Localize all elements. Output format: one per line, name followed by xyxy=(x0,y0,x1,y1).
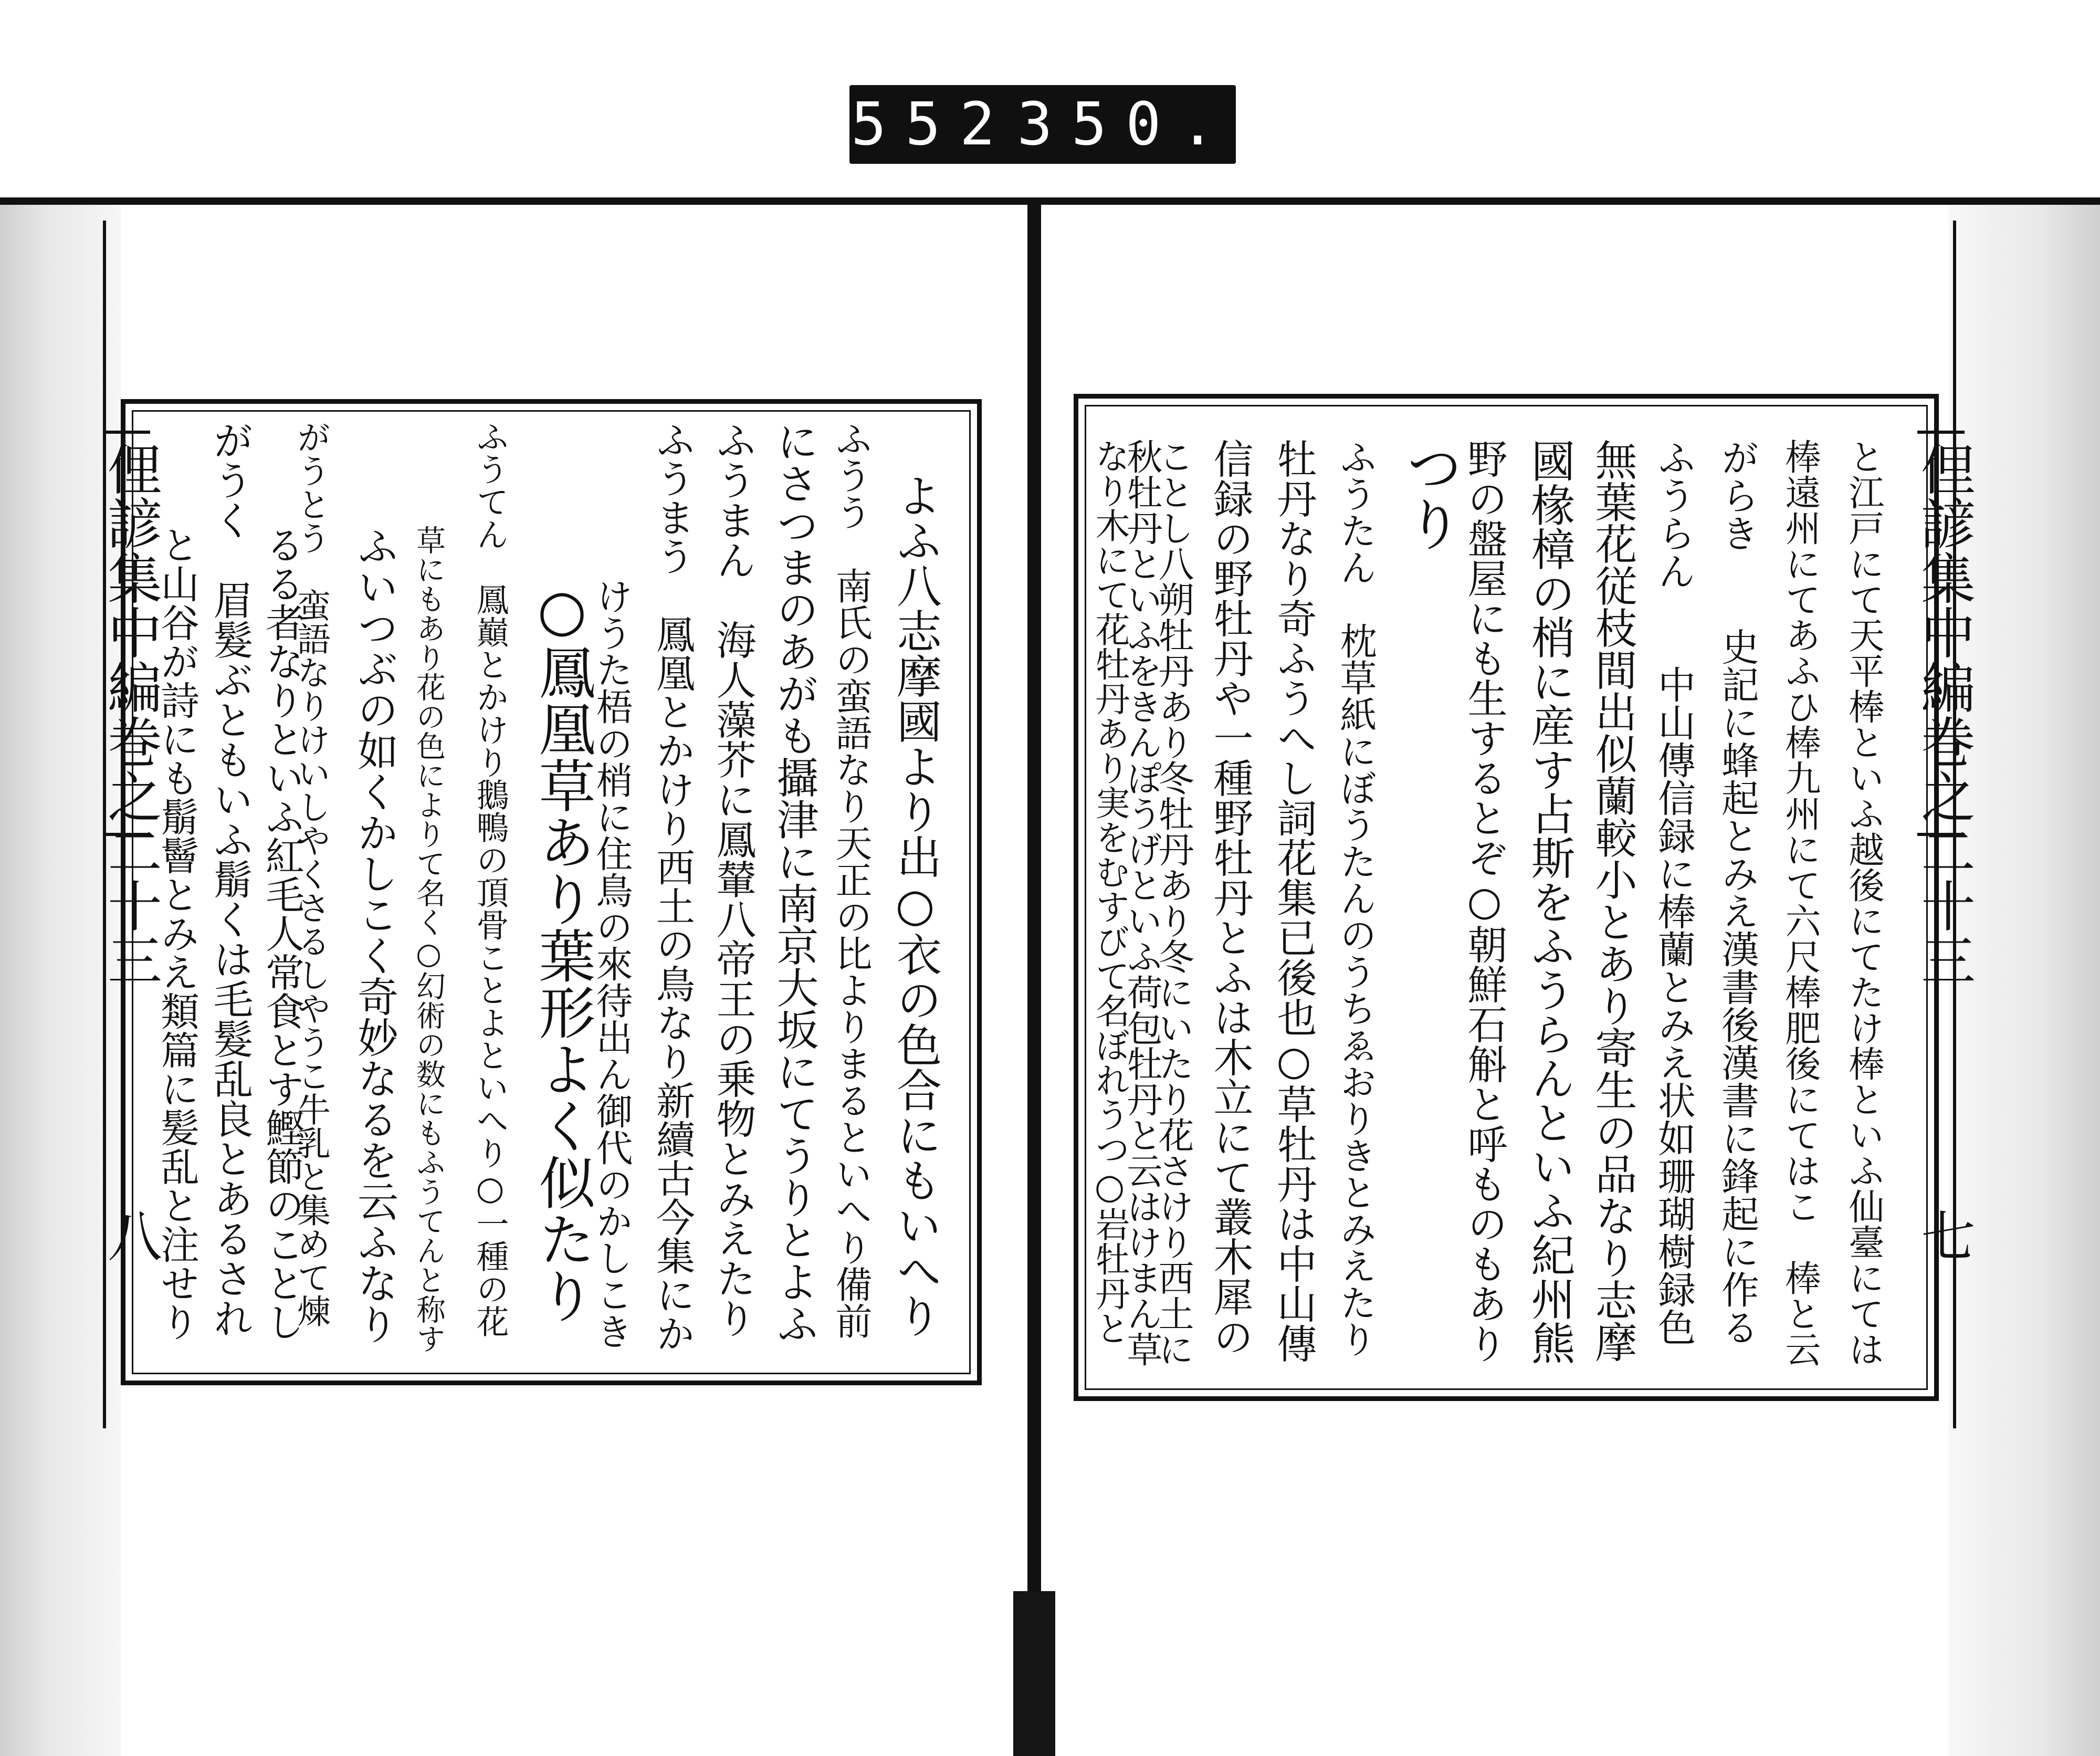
right-page-number: 七 xyxy=(1912,1208,1976,1262)
left-col-12: るる者なりといふ紅毛人常食とす鰹節のことし xyxy=(259,525,304,1341)
right-col-8: つり xyxy=(1396,438,1462,552)
left-col-8: ふうてん 鳳巔とかけり鵝鴨の頂骨ことよといへり○一種の花 xyxy=(471,420,509,1337)
left-col-1: よふ八志摩國より出○衣の色合にもいへり xyxy=(889,473,941,1338)
call-number-left: 552 xyxy=(850,90,1014,159)
right-col-5: 無葉花従枝間出似蘭較小とあり寄生の品なり志摩 xyxy=(1588,438,1637,1363)
right-col-4: ふうらん 中山傳信録に棒蘭とみえ状如珊瑚樹録色 xyxy=(1652,438,1696,1346)
left-col-4: ふうまん 海人藻芥に鳳輦八帝王の乗物とみえたり xyxy=(710,420,757,1338)
left-col-3: にさつまのあがも攝津に南京大坂にてうりとよふ xyxy=(770,420,818,1344)
left-col-9: 草にもあり花の色によりて名く○幻術の数にもふうてんと称す xyxy=(412,525,446,1353)
right-title: 俚諺集中編巻之二十三 xyxy=(1912,441,1976,987)
left-col-2: ふうう 南氏の蛮語なり天正の比よりまるといへり備前 xyxy=(830,420,873,1339)
left-col-7: ○鳳凰草あり葉形よく似たり xyxy=(529,578,595,1324)
right-col-2: 棒遠州にてあふひ棒九州にて六尺棒肥後にてはこ 棒と云 xyxy=(1779,438,1821,1367)
left-col-5: ふうまう 鳳凰とかけり西土の鳥なり新續古今集にか xyxy=(650,420,695,1353)
right-col-12: ことし八朔牡丹あり冬牡丹あり冬にいたり花さけり西土に xyxy=(1152,438,1194,1367)
left-col-6: けうた梧の梢に住鳥の來待出ん御代のかしこき xyxy=(590,578,633,1350)
left-page-number: 八 xyxy=(98,1208,162,1262)
left-col-13: がうく 眉髮ぶともいふ鬅くは毛髮乱良とあるされ xyxy=(207,420,254,1338)
right-col-14: なり木にて花牡丹あり実をむすびて名ぼれうつ○岩牡丹と xyxy=(1089,438,1130,1345)
left-col-14: と山谷が詩にも鬅鬙とみえ類篇に髪乱と注せり xyxy=(154,525,200,1341)
right-col-13: 秋牡丹といふをきんぽうげといふ荷包牡丹と云はけまん草 xyxy=(1121,438,1162,1367)
right-col-9: ふうたん 枕草紙にぼうたんのうちゑおりきとみえたり xyxy=(1334,438,1377,1357)
book-spine xyxy=(1027,197,1041,1756)
top-binding-bar xyxy=(0,197,2100,205)
right-col-11: 信録の野牡丹や一種野牡丹とふは木立にて叢木犀の xyxy=(1207,438,1254,1356)
call-number-right: 350. xyxy=(1017,90,1234,159)
left-col-11: がうとう 蛮語なりけいしやくさるしやうこ牛乳と集めて煉 xyxy=(291,420,330,1328)
right-col-3: がらき 史記に蜂起とみえ漢書後漢書に鋒起に作る xyxy=(1715,438,1759,1346)
right-col-7: 野の盤屋にも生するとぞ○朝鮮石斛と呼ものもあり xyxy=(1461,438,1508,1363)
spine-shadow xyxy=(1013,1591,1055,1756)
left-title: 俚諺集中編巻之二十三 xyxy=(98,441,162,987)
right-col-1: と江戸にて天平棒といふ越後にてたけ棒といふ仙臺にては xyxy=(1843,438,1884,1367)
call-number-label xyxy=(849,85,1236,164)
right-col-6: 國椽樟の梢に産す占斯をふうらんといふ紀州熊 xyxy=(1524,438,1576,1365)
right-col-10: 牡丹なり奇ふうへし詞花集已後也○草牡丹は中山傳 xyxy=(1270,438,1317,1363)
left-col-10: ふいつぶの如くかしこく奇妙なるを云ふなり xyxy=(351,525,398,1344)
